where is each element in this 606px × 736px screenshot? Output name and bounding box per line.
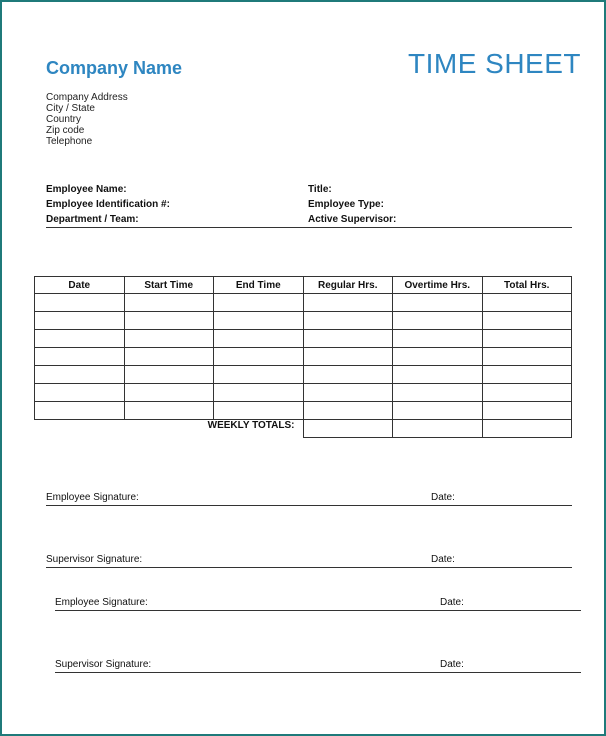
table-cell[interactable] xyxy=(214,330,304,348)
table-cell[interactable] xyxy=(214,312,304,330)
supervisor-signature-date-label-2: Date: xyxy=(440,659,464,670)
table-row xyxy=(35,384,572,402)
zip-code: Zip code xyxy=(46,125,85,136)
table-cell[interactable] xyxy=(124,366,214,384)
supervisor-signature-line[interactable] xyxy=(46,567,572,568)
table-cell[interactable] xyxy=(214,294,304,312)
weekly-total-overtime[interactable] xyxy=(393,420,483,438)
table-cell[interactable] xyxy=(124,312,214,330)
table-cell[interactable] xyxy=(124,330,214,348)
table-cell[interactable] xyxy=(393,330,483,348)
active-supervisor-label: Active Supervisor: xyxy=(308,214,397,225)
table-cell[interactable] xyxy=(303,384,393,402)
supervisor-signature-label: Supervisor Signature: xyxy=(46,554,143,565)
table-cell[interactable] xyxy=(303,402,393,420)
table-cell[interactable] xyxy=(482,402,572,420)
weekly-total-hours[interactable] xyxy=(482,420,572,438)
employee-signature-label: Employee Signature: xyxy=(46,492,139,503)
table-cell[interactable] xyxy=(482,294,572,312)
table-cell[interactable] xyxy=(35,366,125,384)
employee-id-label: Employee Identification #: xyxy=(46,199,170,210)
table-cell[interactable] xyxy=(303,294,393,312)
table-cell[interactable] xyxy=(303,348,393,366)
table-cell[interactable] xyxy=(35,330,125,348)
employee-signature-date-label: Date: xyxy=(431,492,455,503)
table-row xyxy=(35,294,572,312)
supervisor-signature-date-label: Date: xyxy=(431,554,455,565)
table-cell[interactable] xyxy=(303,366,393,384)
column-header-date: Date xyxy=(35,277,125,294)
weekly-totals-label: WEEKLY TOTALS: xyxy=(207,420,295,431)
employee-type-label: Employee Type: xyxy=(308,199,384,210)
table-cell[interactable] xyxy=(214,384,304,402)
column-header-start-time: Start Time xyxy=(124,277,214,294)
supervisor-signature-label-2: Supervisor Signature: xyxy=(55,659,152,670)
table-cell[interactable] xyxy=(35,402,125,420)
table-row xyxy=(35,366,572,384)
table-cell[interactable] xyxy=(124,384,214,402)
column-header-regular-hrs: Regular Hrs. xyxy=(303,277,393,294)
employee-signature-label-2: Employee Signature: xyxy=(55,597,148,608)
table-cell[interactable] xyxy=(393,348,483,366)
table-cell[interactable] xyxy=(482,384,572,402)
country: Country xyxy=(46,114,82,125)
table-cell[interactable] xyxy=(124,294,214,312)
table-cell[interactable] xyxy=(214,366,304,384)
table-cell[interactable] xyxy=(482,366,572,384)
employee-name-label: Employee Name: xyxy=(46,184,127,195)
column-header-overtime-hrs: Overtime Hrs. xyxy=(393,277,483,294)
table-cell[interactable] xyxy=(303,330,393,348)
table-row xyxy=(35,312,572,330)
table-cell[interactable] xyxy=(393,366,483,384)
time-sheet-table xyxy=(34,276,572,438)
table-cell[interactable] xyxy=(393,402,483,420)
employee-signature-line-2[interactable] xyxy=(55,610,581,611)
table-cell[interactable] xyxy=(35,312,125,330)
table-row xyxy=(35,330,572,348)
department-label: Department / Team: xyxy=(46,214,139,225)
table-cell[interactable] xyxy=(482,348,572,366)
table-cell[interactable] xyxy=(393,312,483,330)
table-cell[interactable] xyxy=(393,294,483,312)
table-cell[interactable] xyxy=(35,348,125,366)
employee-signature-line[interactable] xyxy=(46,505,572,506)
supervisor-signature-line-2[interactable] xyxy=(55,672,581,673)
table-cell[interactable] xyxy=(124,402,214,420)
table-cell[interactable] xyxy=(303,312,393,330)
table-cell[interactable] xyxy=(393,384,483,402)
company-name: Company Name xyxy=(46,58,183,78)
title-label: Title: xyxy=(308,184,332,195)
table-cell[interactable] xyxy=(482,330,572,348)
city-state: City / State xyxy=(46,103,95,114)
company-address: Company Address xyxy=(46,92,128,103)
table-row xyxy=(35,348,572,366)
column-header-total-hrs: Total Hrs. xyxy=(482,277,572,294)
employee-info-divider xyxy=(46,227,572,228)
table-row xyxy=(35,402,572,420)
table-cell[interactable] xyxy=(214,402,304,420)
table-cell[interactable] xyxy=(124,348,214,366)
table-cell[interactable] xyxy=(35,294,125,312)
table-cell[interactable] xyxy=(35,384,125,402)
weekly-totals-row xyxy=(35,420,572,438)
telephone: Telephone xyxy=(46,136,93,147)
column-header-end-time: End Time xyxy=(214,277,304,294)
company-address-block xyxy=(46,92,128,147)
table-cell[interactable] xyxy=(214,348,304,366)
document-title: TIME SHEET xyxy=(408,48,582,79)
table-header-row xyxy=(35,277,572,294)
table-cell[interactable] xyxy=(482,312,572,330)
employee-signature-date-label-2: Date: xyxy=(440,597,464,608)
weekly-total-regular[interactable] xyxy=(303,420,393,438)
